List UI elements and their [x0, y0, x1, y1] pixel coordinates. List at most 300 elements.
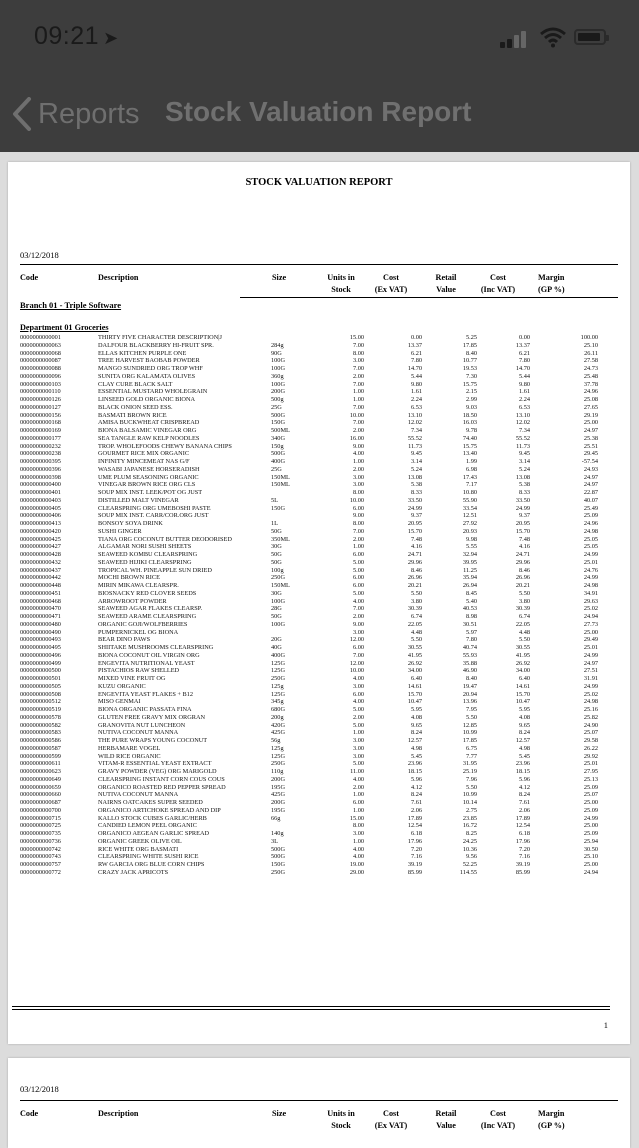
row-code: 0000000000437: [20, 566, 61, 574]
row-units: 1.00: [352, 458, 364, 465]
row-retail-value: 8.98: [465, 613, 477, 620]
row-cost-ex-vat: 2.06: [410, 806, 422, 814]
row-margin: 25.09: [583, 830, 598, 837]
row-margin: 25.05: [583, 535, 598, 543]
row-code: 0000000000578: [20, 713, 61, 721]
row-margin: 24.99: [583, 574, 598, 582]
col-description-header: Description: [98, 1109, 139, 1118]
row-cost-inc-vat: 24.71: [515, 551, 530, 558]
row-units: 5.00: [352, 566, 364, 574]
row-size: 150g: [271, 442, 284, 450]
row-size: 50G: [271, 558, 282, 566]
row-cost-inc-vat: 85.99: [515, 868, 530, 876]
row-size: 25G: [271, 403, 282, 411]
row-cost-inc-vat: 3.80: [518, 597, 530, 605]
row-code: 0000000000470: [20, 605, 61, 613]
row-code: 0000000000395: [20, 458, 61, 465]
table-row: [20, 737, 618, 745]
row-code: 0000000000582: [20, 721, 61, 729]
header-bottom-rule: [240, 297, 618, 298]
row-units: 7.00: [352, 651, 364, 659]
row-description: KUZU ORGANIC: [98, 682, 146, 690]
row-units: 2.00: [352, 535, 364, 543]
row-units: 3.00: [352, 357, 364, 365]
row-units: 1.00: [352, 543, 364, 551]
report-page-2[interactable]: [8, 1058, 630, 1148]
table-row: [20, 691, 618, 699]
row-cost-inc-vat: 55.52: [515, 434, 530, 442]
row-units: 4.00: [352, 853, 364, 861]
row-retail-value: 6.98: [465, 465, 477, 473]
table-row: [20, 582, 618, 590]
row-description: GLUTEN FREE GRAVY MIX ORGRAN: [98, 713, 206, 721]
row-size: 200g: [271, 713, 284, 721]
row-description: PUMPERNICKEL OG BIONA: [98, 628, 179, 636]
row-description: LINSEED GOLD ORGANIC BIONA: [98, 396, 196, 403]
col-cost-inc-header: Cost (Inc VAT): [480, 1109, 516, 1130]
row-cost-inc-vat: 9.45: [518, 450, 530, 458]
row-units: 8.00: [352, 349, 364, 357]
table-row: [20, 590, 618, 598]
row-description: THIRTY FIVE CHARACTER DESCRIPTION|J: [98, 334, 222, 341]
col-cost-inc-header: Cost (Inc VAT): [480, 273, 516, 294]
row-description: ORGANIC GOJI/WOLFBERRIES: [98, 620, 188, 628]
row-cost-ex-vat: 55.52: [407, 434, 422, 442]
row-units: 5.00: [352, 558, 364, 566]
row-margin: 29.45: [583, 450, 598, 458]
row-size: 195G: [271, 783, 285, 791]
col-units-header: Units in Stock: [327, 273, 355, 294]
row-code: 0000000000468: [20, 597, 61, 605]
row-cost-inc-vat: 6.40: [518, 675, 530, 682]
row-retail-value: 19.53: [462, 365, 477, 372]
department-heading: Department 01 Groceries: [20, 323, 109, 332]
row-retail-value: 17.85: [462, 341, 477, 349]
row-margin: 29.49: [583, 636, 598, 644]
row-retail-value: 8.45: [465, 589, 477, 597]
col-description-header: Description: [98, 273, 139, 282]
row-cost-inc-vat: 9.37: [518, 512, 530, 520]
row-size: 28G: [271, 605, 282, 613]
row-description: KALLO STOCK CUBES GARLIC/HERB: [98, 814, 207, 822]
row-units: 10.00: [349, 667, 364, 675]
row-code: 0000000000715: [20, 814, 61, 822]
row-retail-value: 40.53: [462, 605, 477, 613]
row-description: SEAWEED HIJIKI CLEARSPRING: [98, 558, 192, 566]
row-cost-inc-vat: 14.70: [515, 365, 530, 372]
row-cost-ex-vat: 10.47: [407, 698, 422, 706]
row-code: 0000000000499: [20, 659, 61, 667]
table-row: [20, 706, 618, 714]
row-retail-value: 5.50: [465, 713, 477, 721]
row-code: 0000000000088: [20, 365, 61, 372]
row-cost-inc-vat: 4.98: [518, 744, 530, 752]
row-retail-value: 2.15: [465, 388, 477, 396]
row-code: 0000000000403: [20, 496, 61, 504]
row-units: 1.00: [352, 791, 364, 799]
row-code: 0000000000493: [20, 636, 61, 644]
row-code: 0000000000401: [20, 489, 61, 496]
row-units: 1.00: [352, 806, 364, 814]
row-cost-ex-vat: 33.50: [407, 496, 422, 504]
report-page[interactable]: [8, 162, 630, 1044]
row-size: 345g: [271, 698, 284, 706]
row-cost-inc-vat: 12.54: [515, 822, 530, 830]
row-description: ARROWROOT POWDER: [98, 597, 167, 605]
table-row: [20, 667, 618, 675]
row-cost-inc-vat: 5.50: [518, 636, 530, 644]
row-cost-inc-vat: 39.19: [515, 861, 530, 868]
row-units: 3.00: [352, 744, 364, 752]
row-code: 0000000000126: [20, 396, 61, 403]
row-units: 4.00: [352, 675, 364, 682]
row-code: 0000000000432: [20, 558, 61, 566]
table-row: [20, 458, 618, 466]
row-cost-inc-vat: 17.96: [515, 837, 530, 845]
row-retail-value: 7.80: [465, 636, 477, 644]
row-cost-ex-vat: 1.61: [410, 388, 422, 396]
row-code: 0000000000480: [20, 620, 61, 628]
row-size: 400G: [271, 458, 285, 465]
row-description: SUSHI GINGER: [98, 527, 142, 535]
row-cost-ex-vat: 23.96: [407, 760, 422, 768]
row-code: 0000000000736: [20, 837, 61, 845]
row-cost-ex-vat: 5.50: [410, 636, 422, 644]
row-code: 0000000000508: [20, 690, 61, 698]
row-size: 250G: [271, 868, 285, 876]
table-row: [20, 698, 618, 706]
row-retail-value: 8.40: [465, 349, 477, 357]
row-description: RICE WHITE ORG BASMATI: [98, 845, 179, 853]
row-code: 0000000000425: [20, 535, 61, 543]
row-cost-ex-vat: 0.00: [410, 334, 422, 341]
row-margin: 24.98: [583, 698, 598, 706]
back-button[interactable]: [12, 94, 140, 134]
col-units-header: Units in Stock: [327, 1109, 355, 1130]
row-description: MIXED VINE FRUIT OG: [98, 675, 166, 682]
battery-icon: [574, 29, 606, 45]
row-margin: 25.94: [583, 837, 598, 845]
row-margin: 24.73: [583, 365, 598, 372]
row-code: 0000000000519: [20, 706, 61, 713]
row-cost-inc-vat: 9.65: [518, 721, 530, 729]
row-size: 350ML: [271, 535, 290, 543]
table-row: [20, 388, 618, 396]
row-margin: 25.07: [583, 729, 598, 737]
table-row: [20, 830, 618, 838]
table-row: [20, 644, 618, 652]
row-margin: 26.11: [584, 349, 598, 357]
table-row: [20, 605, 618, 613]
row-margin: 27.51: [583, 667, 598, 675]
table-row: [20, 683, 618, 691]
row-description: SEA TANGLE RAW KELP NOODLES: [98, 434, 200, 442]
row-description: CLEARSPRING WHITE SUSHI RICE: [98, 853, 199, 861]
row-cost-inc-vat: 1.61: [518, 388, 530, 396]
row-description: BIONA BALSAMIC VINEGAR ORG: [98, 427, 197, 434]
row-description: BLACK ONION SEED ESS.: [98, 403, 173, 411]
row-size: 3L: [271, 837, 278, 845]
row-margin: 24.90: [583, 721, 598, 729]
row-code: 0000000000168: [20, 419, 61, 427]
row-description: CANDIED LEMON PEEL ORGANIC: [98, 822, 197, 830]
row-size: 110g: [271, 768, 284, 775]
row-description: MIRIN MIKAWA CLEARSPR.: [98, 582, 179, 589]
row-code: 0000000000428: [20, 551, 61, 558]
row-units: 1.00: [352, 837, 364, 845]
row-cost-ex-vat: 9.37: [410, 512, 422, 520]
table-row: [20, 350, 618, 358]
row-retail-value: 2.99: [465, 396, 477, 403]
row-units: 3.00: [352, 830, 364, 837]
col-size-header: Size: [272, 273, 287, 282]
row-size: 125G: [271, 752, 285, 760]
table-row: [20, 853, 618, 861]
row-code: 0000000000400: [20, 481, 61, 489]
row-description: VITAM-R ESSENTIAL YEAST EXTRACT: [98, 760, 212, 768]
row-retail-value: 5.97: [465, 628, 477, 636]
table-row: [20, 412, 618, 420]
row-retail-value: 46.90: [462, 667, 477, 675]
row-margin: 25.82: [583, 713, 598, 721]
row-units: 16.00: [349, 434, 364, 442]
row-units: 12.00: [349, 659, 364, 667]
row-code: 0000000000660: [20, 791, 61, 799]
row-margin: 24.94: [583, 868, 598, 876]
table-row: [20, 629, 618, 637]
row-units: 8.00: [352, 520, 364, 527]
row-cost-ex-vat: 30.55: [407, 644, 422, 651]
table-row: [20, 861, 618, 869]
table-row: [20, 652, 618, 660]
table-row: [20, 497, 618, 505]
row-margin: 24.76: [583, 566, 598, 574]
row-cost-inc-vat: 6.18: [518, 830, 530, 837]
row-description: VINEGAR BROWN RICE ORG CLS: [98, 481, 196, 489]
row-retail-value: 2.75: [465, 806, 477, 814]
table-row: [20, 636, 618, 644]
row-code: 0000000000505: [20, 682, 61, 690]
table-row: [20, 675, 618, 683]
table-row: [20, 520, 618, 528]
row-margin: 34.91: [583, 589, 598, 597]
table-row: [20, 396, 618, 404]
row-description: MOCHI BROWN RICE: [98, 574, 160, 582]
row-margin: 24.99: [583, 814, 598, 822]
row-retail-value: 55.93: [462, 651, 477, 659]
row-retail-value: 9.56: [465, 853, 477, 861]
row-description: BIOSNACKY RED CLOVER SEEDS: [98, 589, 197, 597]
row-cost-ex-vat: 5.45: [410, 752, 422, 760]
row-size: 125G: [271, 659, 285, 667]
row-description: CRAZY JACK APRICOTS: [98, 868, 169, 876]
row-units: 15.00: [349, 334, 364, 341]
row-units: 3.00: [352, 481, 364, 489]
row-code: 0000000000232: [20, 442, 61, 450]
row-margin: 25.02: [583, 690, 598, 698]
table-row: [20, 443, 618, 451]
row-margin: 25.07: [583, 791, 598, 799]
row-retail-value: 10.36: [462, 845, 477, 853]
row-description: ALGAMAR NORI SUSHI SHEETS: [98, 543, 192, 551]
row-margin: 24.94: [583, 613, 598, 620]
row-margin: 100.00: [580, 334, 598, 341]
row-size: 100G: [271, 597, 285, 605]
row-code: 0000000000512: [20, 698, 61, 706]
row-cost-ex-vat: 39.19: [407, 861, 422, 868]
header-top-rule: [20, 1100, 618, 1101]
row-cost-inc-vat: 4.08: [518, 713, 530, 721]
row-units: 15.00: [349, 814, 364, 822]
table-row: [20, 427, 618, 435]
col-margin-header: Margin (GP %): [538, 1109, 565, 1130]
row-cost-ex-vat: 6.18: [410, 830, 422, 837]
branch-heading: Branch 01 - Triple Software: [20, 300, 122, 310]
row-units: 1.00: [352, 388, 364, 396]
row-cost-inc-vat: 5.95: [518, 706, 530, 713]
row-description: BASMATI BROWN RICE: [98, 411, 167, 419]
row-description: ENGEVITA NUTRITIONAL YEAST: [98, 659, 195, 667]
row-code: 0000000000413: [20, 520, 61, 527]
row-size: 200G: [271, 775, 285, 783]
table-row: [20, 776, 618, 784]
row-cost-ex-vat: 34.00: [407, 667, 422, 675]
row-size: 425G: [271, 729, 285, 737]
row-units: 6.00: [352, 551, 364, 558]
row-cost-inc-vat: 11.73: [516, 442, 530, 450]
row-retail-value: 16.03: [462, 419, 477, 427]
row-units: 10.00: [349, 496, 364, 504]
row-cost-inc-vat: 33.50: [515, 496, 530, 504]
row-cost-inc-vat: 0.00: [518, 334, 530, 341]
row-retail-value: 7.77: [465, 752, 477, 760]
row-code: 0000000000496: [20, 651, 61, 659]
row-retail-value: 15.75: [462, 380, 477, 388]
row-margin: 25.09: [583, 783, 598, 791]
row-code: 0000000000001: [20, 334, 61, 341]
row-size: 100g: [271, 566, 284, 574]
row-cost-ex-vat: 15.70: [407, 690, 422, 698]
row-code: 0000000000490: [20, 628, 61, 636]
row-margin: 25.05: [583, 543, 598, 551]
row-cost-ex-vat: 4.48: [410, 628, 422, 636]
row-units: 6.00: [352, 690, 364, 698]
row-size: 500G: [271, 845, 285, 853]
row-retail-value: 5.55: [465, 543, 477, 551]
row-margin: 25.02: [583, 605, 598, 613]
row-margin: 25.09: [583, 512, 598, 520]
row-code: 0000000000700: [20, 806, 61, 814]
row-size: 500g: [271, 396, 284, 403]
row-retail-value: 13.40: [462, 450, 477, 458]
table-row: [20, 753, 618, 761]
row-code: 0000000000599: [20, 752, 61, 760]
row-cost-inc-vat: 34.00: [515, 667, 530, 675]
row-cost-ex-vat: 4.12: [410, 783, 422, 791]
row-description: SOUP MIX INST. CARR/COR.ORG JUST: [98, 512, 209, 520]
row-cost-ex-vat: 6.21: [410, 349, 422, 357]
row-units: 19.00: [349, 861, 364, 868]
row-margin: 24.99: [583, 651, 598, 659]
page-number: 1: [603, 1020, 608, 1030]
row-margin: 25.10: [583, 853, 598, 861]
row-size: 140g: [271, 830, 284, 837]
row-cost-ex-vat: 17.89: [407, 814, 422, 822]
row-description: TROPICAL WH. PINEAPPLE SUN DRIED: [98, 566, 212, 574]
row-margin: 25.13: [583, 775, 598, 783]
report-table: [20, 334, 618, 877]
row-margin: 24.99: [583, 551, 598, 558]
row-description: DALFOUR BLACKBERRY HI-FRUIT SPR.: [98, 341, 214, 349]
row-retail-value: 10.77: [462, 357, 477, 365]
table-row: [20, 838, 618, 846]
row-units: 4.00: [352, 597, 364, 605]
row-cost-inc-vat: 5.50: [518, 589, 530, 597]
row-code: 0000000000471: [20, 613, 61, 620]
wifi-icon: [540, 26, 566, 48]
row-code: 0000000000448: [20, 582, 61, 589]
row-margin: 24.99: [583, 682, 598, 690]
row-retail-value: 20.94: [462, 690, 477, 698]
row-cost-ex-vat: 6.74: [410, 613, 422, 620]
col-code-header: Code: [20, 1109, 39, 1118]
row-cost-inc-vat: 17.89: [515, 814, 530, 822]
row-units: 1.00: [352, 729, 364, 737]
row-margin: 24.97: [583, 481, 598, 489]
row-cost-inc-vat: 14.61: [515, 682, 530, 690]
row-margin: 25.00: [583, 861, 598, 868]
row-code: 0000000000772: [20, 868, 61, 876]
row-cost-ex-vat: 14.61: [407, 682, 422, 690]
row-retail-value: 9.78: [465, 427, 477, 434]
row-cost-inc-vat: 4.12: [518, 783, 530, 791]
row-code: 0000000000725: [20, 822, 61, 830]
table-row: [20, 559, 618, 567]
row-code: 0000000000442: [20, 574, 61, 582]
row-retail-value: 20.93: [462, 527, 477, 535]
row-retail-value: 7.30: [465, 372, 477, 380]
row-cost-ex-vat: 12.02: [407, 419, 422, 427]
row-code: 0000000000398: [20, 473, 61, 481]
row-cost-inc-vat: 30.39: [515, 605, 530, 613]
row-code: 0000000000583: [20, 729, 61, 737]
row-code: 0000000000420: [20, 527, 61, 535]
row-size: 125G: [271, 690, 285, 698]
row-cost-ex-vat: 5.50: [410, 589, 422, 597]
row-retail-value: 40.74: [462, 644, 477, 651]
row-size: 30G: [271, 543, 282, 551]
row-cost-ex-vat: 8.46: [410, 566, 422, 574]
table-row: [20, 722, 618, 730]
row-retail-value: 26.94: [462, 582, 477, 589]
row-size: 150G: [271, 504, 285, 512]
row-margin: 25.01: [583, 760, 598, 768]
row-size: 30G: [271, 589, 282, 597]
table-row: [20, 466, 618, 474]
row-size: 1L: [271, 520, 278, 527]
row-margin: 22.87: [583, 489, 598, 496]
row-cost-inc-vat: 41.95: [515, 651, 530, 659]
row-description: ORGANICO AEGEAN GARLIC SPREAD: [98, 830, 210, 837]
row-margin: 25.16: [583, 706, 598, 713]
row-cost-ex-vat: 13.37: [407, 341, 422, 349]
row-margin: 25.38: [583, 434, 598, 442]
row-size: 40G: [271, 644, 282, 651]
table-row: [20, 729, 618, 737]
table-row: [20, 613, 618, 621]
row-retail-value: 5.50: [465, 783, 477, 791]
row-code: 0000000000735: [20, 830, 61, 837]
